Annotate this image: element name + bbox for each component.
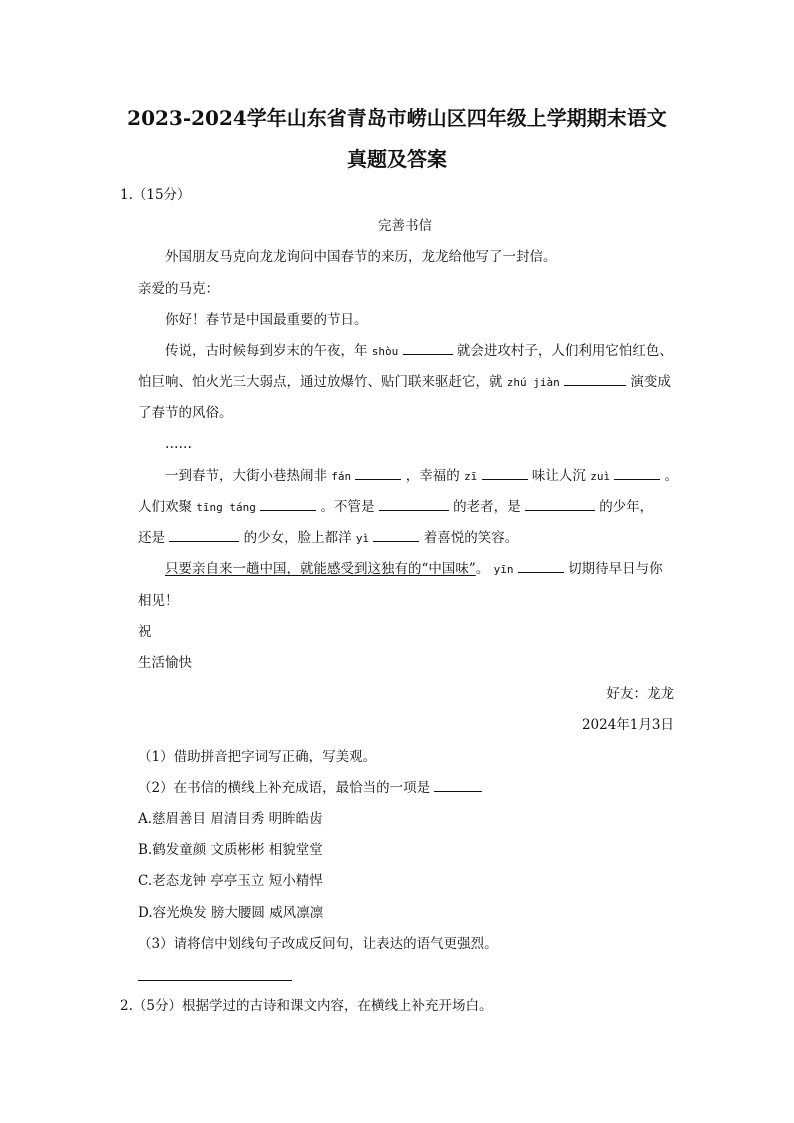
pinyin-fan: fán bbox=[331, 470, 352, 483]
text: 就会进攻村子，人们利用它怕红色、 bbox=[456, 343, 673, 359]
letter-intro: 外国朋友马克向龙龙询问中国春节的来历，龙龙给他写了一封信。 bbox=[165, 249, 557, 265]
letter-closing-2: 生活愉快 bbox=[138, 655, 192, 671]
text: （2）在书信的横线上补充成语，最恰当的一项是 bbox=[138, 780, 431, 796]
letter-greeting: 你好！春节是中国最重要的节日。 bbox=[165, 312, 368, 328]
letter-paragraph-2-line-1 bbox=[165, 467, 678, 486]
letter-paragraph-1-line-2 bbox=[138, 373, 671, 392]
text: 。不管是 bbox=[320, 499, 375, 515]
letter-closing-1: 祝 bbox=[138, 624, 152, 640]
fill-blank[interactable] bbox=[482, 467, 528, 480]
text: 着喜悦的笑容。 bbox=[423, 530, 519, 546]
answer-blank[interactable] bbox=[434, 779, 482, 792]
text: 味让人沉 bbox=[531, 468, 586, 484]
pinyin-tingtang: tīng táng bbox=[196, 501, 256, 514]
idiom-blank[interactable] bbox=[525, 498, 595, 511]
letter-paragraph-2-line-2 bbox=[138, 498, 653, 517]
option-b[interactable]: B.鹤发童颜 文质彬彬 相貌堂堂 bbox=[138, 842, 323, 858]
text: 切期待早日与你 bbox=[568, 561, 663, 577]
option-d[interactable]: D.容光焕发 膀大腰圆 威风凛凛 bbox=[138, 905, 324, 921]
letter-paragraph-2-line-3 bbox=[138, 529, 518, 548]
pinyin-zhujian: zhú jiàn bbox=[506, 376, 560, 389]
letter-title: 完善书信 bbox=[378, 218, 432, 234]
text: 一到春节，大街小巷热闹非 bbox=[165, 468, 327, 484]
letter-salutation: 亲爱的马克： bbox=[138, 281, 219, 297]
fill-blank[interactable] bbox=[373, 529, 419, 542]
pinyin-yin: yīn bbox=[493, 563, 514, 576]
letter-ellipsis: …… bbox=[165, 436, 192, 452]
sub-question-1: （1）借助拼音把字词写正确，写美观。 bbox=[138, 749, 377, 765]
letter-paragraph-1-line-3: 了春节的风俗。 bbox=[138, 405, 233, 421]
fill-blank[interactable] bbox=[355, 467, 401, 480]
letter-paragraph-3-line-1 bbox=[165, 560, 663, 579]
letter-paragraph-1-line-1 bbox=[165, 342, 673, 361]
text: 怕巨响、怕火光三大弱点，通过放爆竹、贴门联来驱赶它，就 bbox=[138, 374, 503, 390]
text: 。 bbox=[664, 468, 679, 484]
fill-blank[interactable] bbox=[614, 467, 660, 480]
sub-question-3: （3）请将信中划线句子改成反问句，让表达的语气更强烈。 bbox=[138, 936, 498, 952]
text: 传说，古时候每到岁末的午夜，年 bbox=[165, 343, 368, 359]
text: 演变成 bbox=[630, 374, 671, 390]
pinyin-zi: zī bbox=[464, 470, 478, 483]
text: 人们欢聚 bbox=[138, 499, 192, 515]
text: 的少年， bbox=[599, 499, 654, 515]
letter-paragraph-3-line-2: 相见！ bbox=[138, 593, 179, 609]
fill-blank[interactable] bbox=[564, 373, 626, 386]
fill-blank[interactable] bbox=[518, 560, 564, 573]
text: ，幸福的 bbox=[405, 468, 460, 484]
pinyin-zui: zuì bbox=[590, 470, 611, 483]
fill-blank[interactable] bbox=[403, 342, 453, 355]
answer-line[interactable] bbox=[138, 980, 292, 981]
text: 的老者，是 bbox=[453, 499, 521, 515]
document-title-line-1: 2023-2024学年山东省青岛市崂山区四年级上学期期末语文 bbox=[127, 106, 667, 130]
text: 。 bbox=[475, 561, 490, 577]
question-2-header: 2.（5分）根据学过的古诗和课文内容，在横线上补充开场白。 bbox=[120, 998, 493, 1014]
idiom-blank[interactable] bbox=[169, 529, 239, 542]
sub-question-2 bbox=[138, 779, 482, 797]
pinyin-shou: shòu bbox=[371, 345, 399, 358]
text: 的少女，脸上都洋 bbox=[243, 530, 352, 546]
fill-blank[interactable] bbox=[260, 498, 316, 511]
letter-date: 2024年1月3日 bbox=[581, 717, 674, 733]
document-title-line-2: 真题及答案 bbox=[347, 147, 447, 171]
letter-signature: 好友：龙龙 bbox=[606, 686, 674, 702]
option-c[interactable]: C.老态龙钟 亭亭玉立 短小精悍 bbox=[138, 873, 323, 889]
idiom-blank[interactable] bbox=[379, 498, 449, 511]
text: 还是 bbox=[138, 530, 165, 546]
question-1-header: 1.（15分） bbox=[120, 187, 191, 203]
pinyin-yi: yì bbox=[355, 532, 370, 545]
option-a[interactable]: A.慈眉善目 眉清目秀 明眸皓齿 bbox=[138, 811, 323, 827]
underlined-sentence: 只要亲自来一趟中国，就能感受到这独有的“中国味” bbox=[165, 561, 476, 577]
